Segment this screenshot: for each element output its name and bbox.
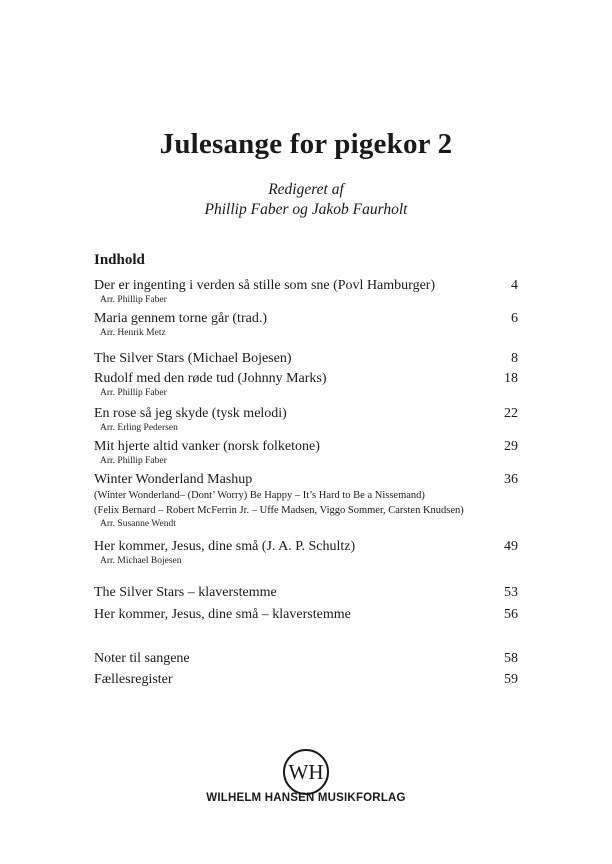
entry-title: Rudolf med den røde tud (Johnny Marks) <box>94 371 327 386</box>
entry-arranger: Arr. Henrik Metz <box>100 328 166 338</box>
entry-title: The Silver Stars (Michael Bojesen) <box>94 351 292 366</box>
editors <box>0 180 612 220</box>
entry-title: Her kommer, Jesus, dine små (J. A. P. Schultz) <box>94 539 356 554</box>
entry-title: En rose så jeg skyde (tysk melodi) <box>94 406 287 421</box>
entry-title: Noter til sangene <box>94 651 190 666</box>
entry-page: 36 <box>504 472 518 487</box>
entry-arranger: Arr. Phillip Faber <box>100 295 167 305</box>
entry-page: 53 <box>504 585 518 600</box>
entry-composers-note: (Felix Bernard – Robert McFerrin Jr. – Uffe Madsen, Viggo Sommer, Carsten Knudsen) <box>94 505 464 516</box>
entry-page: 49 <box>504 539 518 554</box>
entry-page: 4 <box>511 278 518 293</box>
logo-monogram: WH <box>288 760 324 784</box>
entry-arranger: Arr. Phillip Faber <box>100 388 167 398</box>
entry-title: Winter Wonderland Mashup <box>94 472 253 487</box>
entry-arranger: Arr. Erling Pedersen <box>100 423 178 433</box>
toc-entry <box>94 471 518 538</box>
entry-page: 58 <box>504 651 518 666</box>
entry-page: 8 <box>511 351 518 366</box>
entry-page: 18 <box>504 371 518 386</box>
entry-arranger: Arr. Michael Bojesen <box>100 556 182 566</box>
toc-entry <box>94 606 518 623</box>
entry-title: Der er ingenting i verden så stille som sne (Povl Hamburger) <box>94 278 436 293</box>
entry-arranger: Arr. Susanne Wendt <box>100 519 176 529</box>
toc-entry <box>94 277 518 310</box>
entry-page: 29 <box>504 439 518 454</box>
editors-label: Redigeret af <box>268 181 344 198</box>
toc-entry <box>94 538 518 571</box>
toc-piano-list <box>94 584 518 623</box>
toc-extras-list <box>94 650 518 688</box>
entry-title: Mit hjerte altid vanker (norsk folketone) <box>94 439 320 454</box>
publisher-logo-icon <box>282 748 330 796</box>
entry-page: 6 <box>511 311 518 326</box>
toc-entry <box>94 671 518 688</box>
publisher-name: WILHELM HANSEN MUSIKFORLAG <box>206 792 406 804</box>
page-title: Julesange for pigekor 2 <box>159 128 453 160</box>
toc-entry <box>94 350 518 370</box>
toc-heading: Indhold <box>94 252 145 268</box>
toc-entry <box>94 584 518 606</box>
entry-title: The Silver Stars – klaverstemme <box>94 585 277 600</box>
entry-arranger: Arr. Phillip Faber <box>100 456 167 466</box>
entry-page: 59 <box>504 672 518 687</box>
entry-page: 56 <box>504 607 518 622</box>
toc-entry <box>94 370 518 405</box>
entry-title: Fællesregister <box>94 672 173 687</box>
toc-entry <box>94 405 518 438</box>
toc-entry <box>94 310 518 350</box>
toc-entry <box>94 438 518 471</box>
editors-names: Phillip Faber og Jakob Faurholt <box>204 201 408 218</box>
toc-list <box>94 277 518 571</box>
entry-title: Maria gennem torne går (trad.) <box>94 311 267 326</box>
toc-entry <box>94 650 518 671</box>
entry-songs-note: (Winter Wonderland– (Dont’ Worry) Be Happy – It’s Hard to Be a Nissemand) <box>94 490 425 501</box>
entry-title: Her kommer, Jesus, dine små – klaverstemme <box>94 607 351 622</box>
entry-page: 22 <box>504 406 518 421</box>
